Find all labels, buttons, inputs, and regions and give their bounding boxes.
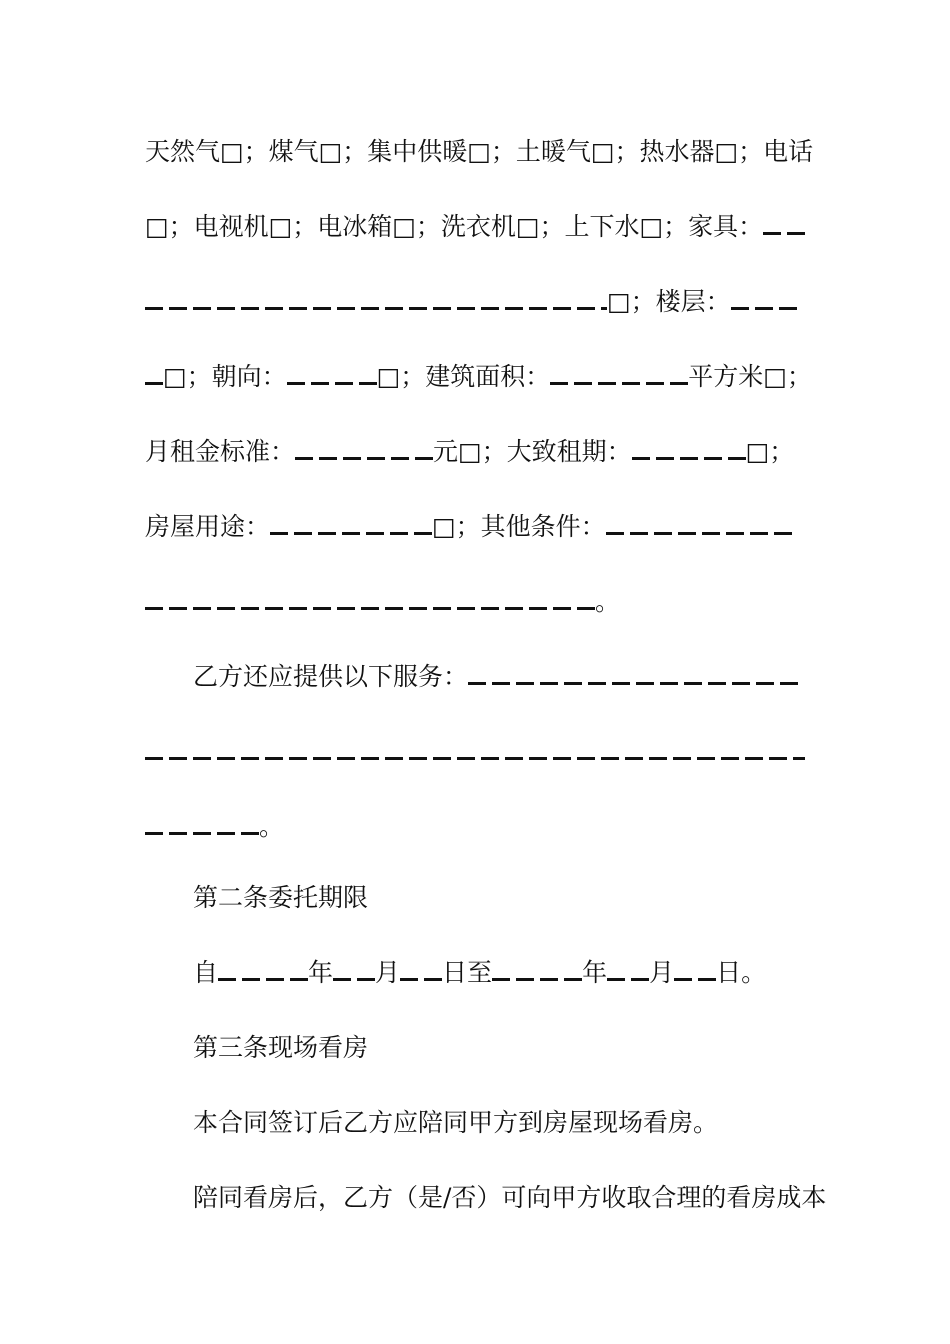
fill-blank-furniture-cont[interactable]	[145, 288, 607, 310]
text-segment: 。	[259, 812, 285, 841]
fill-blank-floor-cont[interactable]	[145, 363, 163, 385]
fill-blank-other-conditions[interactable]	[606, 513, 798, 535]
text-segment: □；	[745, 437, 795, 466]
fill-blank-start-year[interactable]	[218, 959, 308, 981]
text-segment: 月	[649, 958, 675, 987]
text-segment: 日。	[716, 958, 767, 987]
usage-line-cont	[145, 582, 805, 622]
text-segment: 。	[595, 587, 621, 616]
fill-blank-usage[interactable]	[270, 513, 432, 535]
text-segment: 乙方还应提供以下服务：	[193, 662, 469, 691]
rent-line	[145, 432, 805, 472]
text-segment: 平方米□；	[688, 362, 812, 391]
fill-blank-start-day[interactable]	[400, 959, 442, 981]
article-3-heading	[193, 1028, 805, 1068]
text-segment: 年	[582, 958, 608, 987]
text-segment: □；电视机□；电冰箱□；洗衣机□；上下水□；家具：	[145, 212, 764, 241]
text-segment: □；其他条件：	[432, 512, 606, 541]
fill-blank-rent[interactable]	[295, 438, 433, 460]
text-segment: 日至	[442, 958, 493, 987]
text-segment: □；建筑面积：	[376, 362, 551, 391]
fill-blank-services-cont[interactable]	[145, 738, 805, 760]
text-segment: 年	[308, 958, 334, 987]
facility-line-3	[145, 282, 805, 322]
fill-blank-services[interactable]	[468, 663, 804, 685]
term-dates-line	[193, 953, 805, 993]
fill-blank-other-conditions-cont[interactable]	[145, 588, 595, 610]
text-segment: 元□；大致租期：	[433, 437, 632, 466]
text-segment: 房屋用途：	[145, 512, 271, 541]
text-segment: 第三条现场看房	[193, 1033, 369, 1062]
fill-blank-area[interactable]	[550, 363, 688, 385]
article-2-heading	[193, 878, 805, 918]
fill-blank-floor[interactable]	[731, 288, 797, 310]
facility-line-2	[145, 207, 805, 247]
fill-blank-start-month[interactable]	[333, 959, 375, 981]
text-segment: 陪同看房后，乙方（是/否）可向甲方收取合理的看房成本	[193, 1183, 827, 1212]
services-line-end	[145, 807, 805, 847]
fill-blank-furniture[interactable]	[763, 213, 811, 235]
facility-line-4	[145, 357, 812, 397]
services-line-cont	[145, 732, 805, 772]
text-segment: 自	[193, 958, 219, 987]
fill-blank-end-year[interactable]	[492, 959, 582, 981]
fill-blank-services-end[interactable]	[145, 813, 259, 835]
fill-blank-end-day[interactable]	[674, 959, 716, 981]
text-segment: □；楼层：	[607, 287, 731, 316]
text-segment: 天然气□；煤气□；集中供暖□；土暖气□；热水器□；电话	[145, 137, 814, 166]
viewing-line-2	[193, 1178, 827, 1218]
facility-line-1	[145, 132, 814, 172]
viewing-line-1	[193, 1103, 805, 1143]
text-segment: 月	[375, 958, 401, 987]
text-segment: 第二条委托期限	[193, 883, 369, 912]
text-segment: 月租金标准：	[145, 437, 296, 466]
text-segment: 本合同签订后乙方应陪同甲方到房屋现场看房。	[193, 1108, 719, 1137]
services-line	[193, 657, 805, 697]
fill-blank-orientation[interactable]	[287, 363, 377, 385]
text-segment: □；朝向：	[163, 362, 287, 391]
fill-blank-end-month[interactable]	[607, 959, 649, 981]
fill-blank-term[interactable]	[632, 438, 746, 460]
usage-line	[145, 507, 805, 547]
